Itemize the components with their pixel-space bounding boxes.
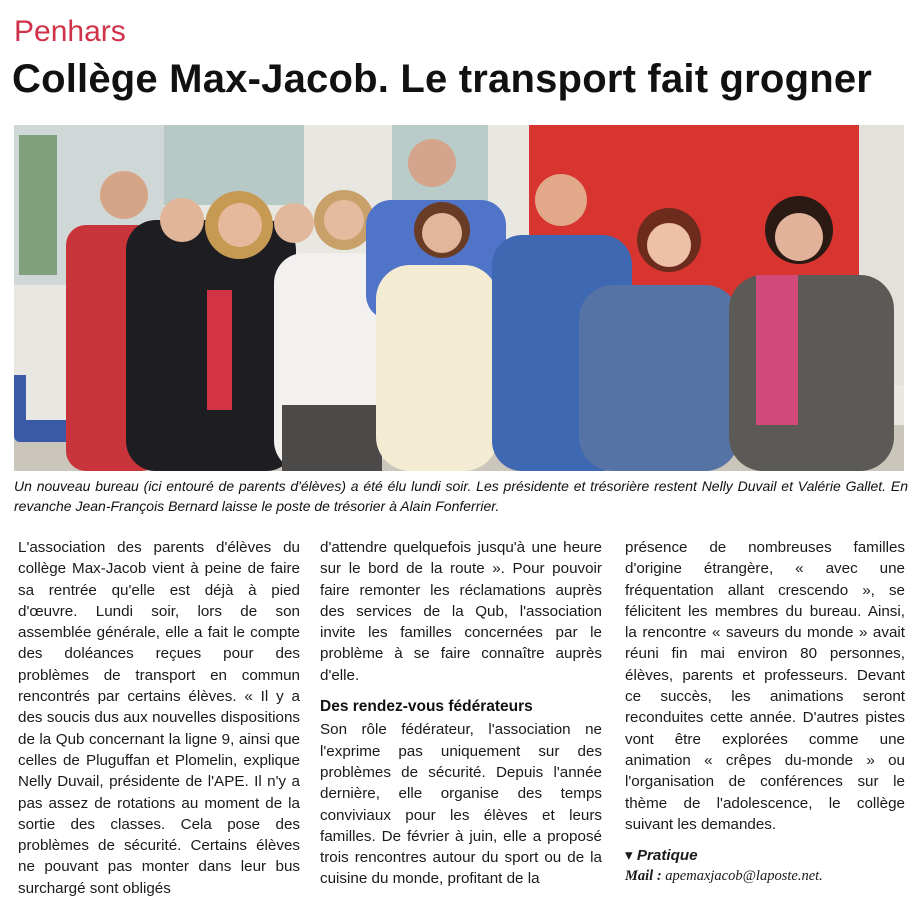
mail-label: Mail : [625, 868, 662, 885]
photo-caption: Un nouveau bureau (ici entouré de parents d'élèves) a été élu lundi soir. Les présidente et trésorière restent Nelly Duvail et Valérie Gallet. En revanche Jean-François Bernard laisse le poste de trésorier à Alain Fonferrier. [14, 478, 908, 514]
group-photo [14, 125, 904, 471]
article-column-2 [320, 537, 602, 890]
article-paragraph: présence de nombreuses familles d'origine étrangère, « avec une fréquentation allant crescendo », se félicitent les membres du bureau. Ainsi, la rencontre « saveurs du monde » avait réuni fin mai environ 80 personnes, élèves, parents et professeurs. Devant ce succès, les animations seront reconduites cette année. D'autres pistes vont être explorées comme une animation « crêpes du-monde » ou l'organisation de conférences sur le thème de l'adolescence, le collège suivant les demandes. [625, 539, 905, 833]
article-subheading: Des rendez-vous fédérateurs [320, 698, 533, 716]
article-paragraph: d'attendre quelquefois jusqu'à une heure sur le bord de la route ». Pour pouvoir faire remonter les réclamations auprès des services de la Qub, l'association invite les familles concernées par le problème à se faire connaître auprès d'elle. [320, 539, 602, 684]
mail-address: apemaxjacob@laposte.net. [665, 868, 823, 885]
article-paragraph: L'association des parents d'élèves du collège Max-Jacob vient à peine de faire sa rentrée qu'elle est déjà à pied d'œuvre. Lundi soir, lors de son assemblée générale, elle a fait le compte des doléances reçues pour des problèmes de transport en commun rencontrés par certains élèves. « Il y a des soucis dus aux nouvelles dispositions de la Qub concernant la ligne 9, ainsi que celles de Pluguffan et Plomelin, explique Nelly Duvail, présidente de l'APE. Il n'y a pas assez de rotations au moment de la sortie des classes. Cela pose des problèmes de sécurité. Certains élèves ne pouvant pas monter dans leur bus surchargé sont obligés [18, 539, 300, 897]
article-column-1 [18, 537, 300, 899]
article-paragraph: Son rôle fédérateur, l'association ne l'exprime pas uniquement sur des problèmes de sécurité. Depuis l'année dernière, elle organise des temps conviviaux pour les élèves et leurs familles. De février à juin, elle a proposé trois rencontres autour du sport ou de la cuisine du monde, profitant de la [320, 721, 602, 888]
page-title: Collège Max-Jacob. Le transport fait grogner [12, 57, 873, 101]
section-kicker: Penhars [14, 15, 126, 48]
pratique-heading: ▾ Pratique [625, 847, 698, 865]
contact-mail [625, 866, 905, 887]
article-column-3 [625, 537, 905, 888]
group-photo-icon [14, 125, 904, 471]
